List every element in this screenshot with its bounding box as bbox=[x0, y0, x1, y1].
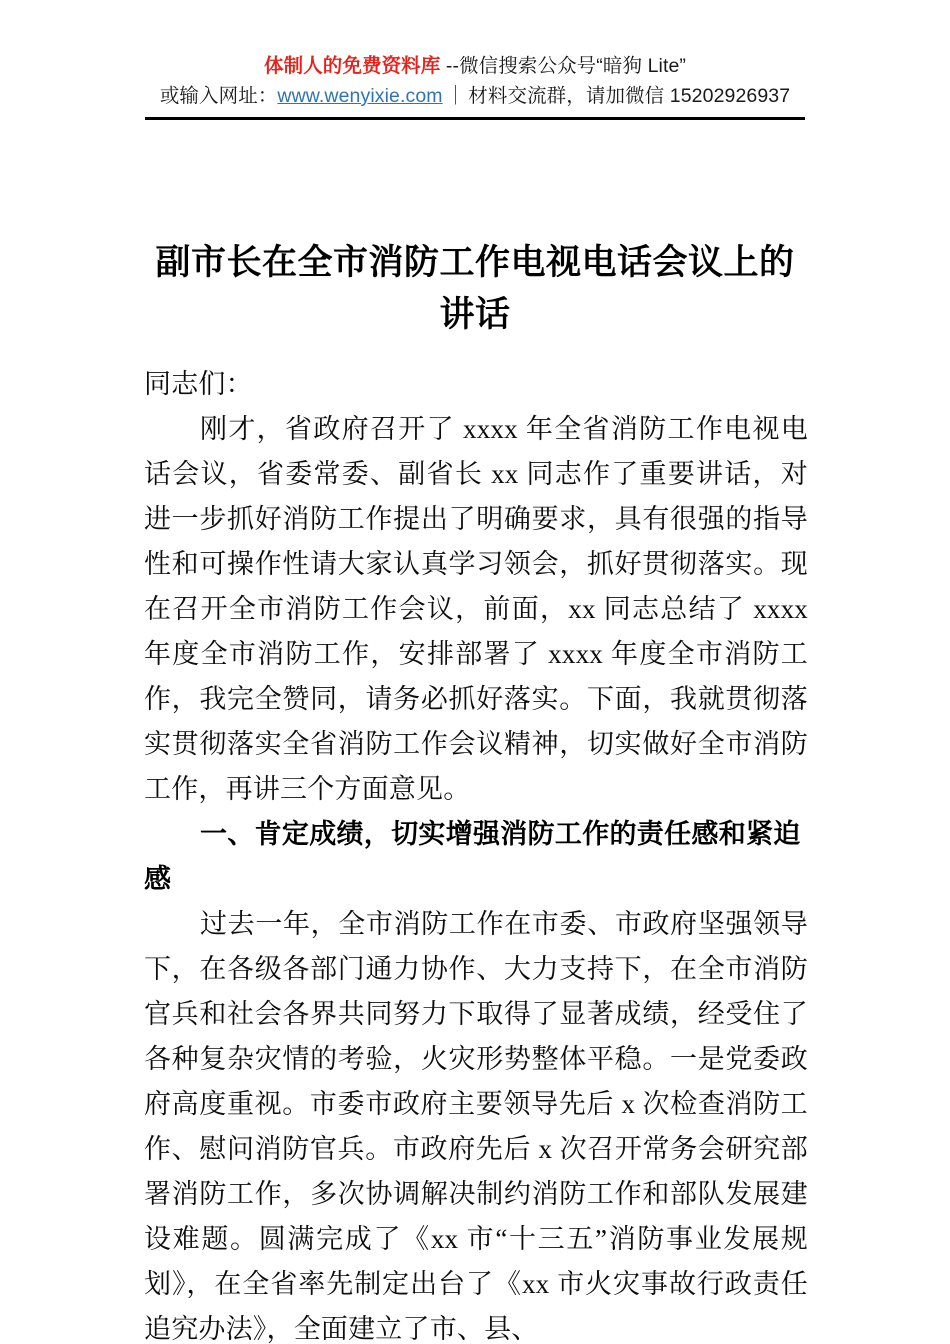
promo-url-prefix-label: 或输入网址： bbox=[159, 85, 278, 107]
body-paragraph-2: 过去一年，全市消防工作在市委、市政府坚强领导下，在各级各部门通力协作、大力支持下，在全市消防官兵和社会各界共同努力下取得了显著成绩，经受住了各种复杂灾情的考验，火灾形势整体平稳。一是党委政府高度重视。市委市政府主要领导先后 x 次检查消防工作、慰问消防官兵。市政府先后 x 次召开常务会研究部署消防工作，多次协调解决制约消防工作和部队发展建设难题。圆满完成了《xx 市“十三五”消防事业发展规划》，在全省率先制定出台了《xx 市火灾事故行政责任追究办法》，全面建立了市、县、 bbox=[144, 909, 808, 1344]
promo-header-line-1 bbox=[145, 52, 805, 80]
salutation-text: 同志们： bbox=[144, 369, 253, 399]
body-paragraph-1: 刚才，省政府召开了 xxxx 年全省消防工作电视电话会议，省委常委、副省长 xx 同志作了重要讲话，对进一步抓好消防工作提出了明确要求，具有很强的指导性和可操作性请大家认真学习领会，抓好贯彻落实。现在召开全市消防工作会议，前面，xx 同志总结了 xxxx 年度全市消防工作，安排部署了 xxxx 年度全市消防工作，我完全赞同，请务必抓好落实。下面，我就贯彻落实贯彻落实全省消防工作会议精神，切实做好全市消防工作，再讲三个方面意见。 bbox=[144, 414, 808, 804]
header-divider-rule bbox=[145, 117, 805, 120]
section-heading-1: 一、肯定成绩，切实增强消防工作的责任感和紧迫感 bbox=[144, 819, 801, 894]
promo-website-link[interactable]: www.wenyixie.com bbox=[277, 85, 443, 107]
promo-wechat-label: --微信搜索公众号“暗狗 Lite” bbox=[440, 55, 687, 77]
promo-header bbox=[145, 52, 805, 110]
promo-separator: ｜ bbox=[445, 85, 466, 107]
promo-brand-label: 体制人的免费资料库 bbox=[263, 55, 441, 77]
promo-contact-label: 材料交流群，请加微信 15202926937 bbox=[468, 85, 791, 107]
promo-header-line-2 bbox=[145, 82, 805, 110]
document-body bbox=[144, 362, 808, 1344]
page-title: 副市长在全市消防工作电视电话会议上的讲话 bbox=[155, 243, 795, 335]
